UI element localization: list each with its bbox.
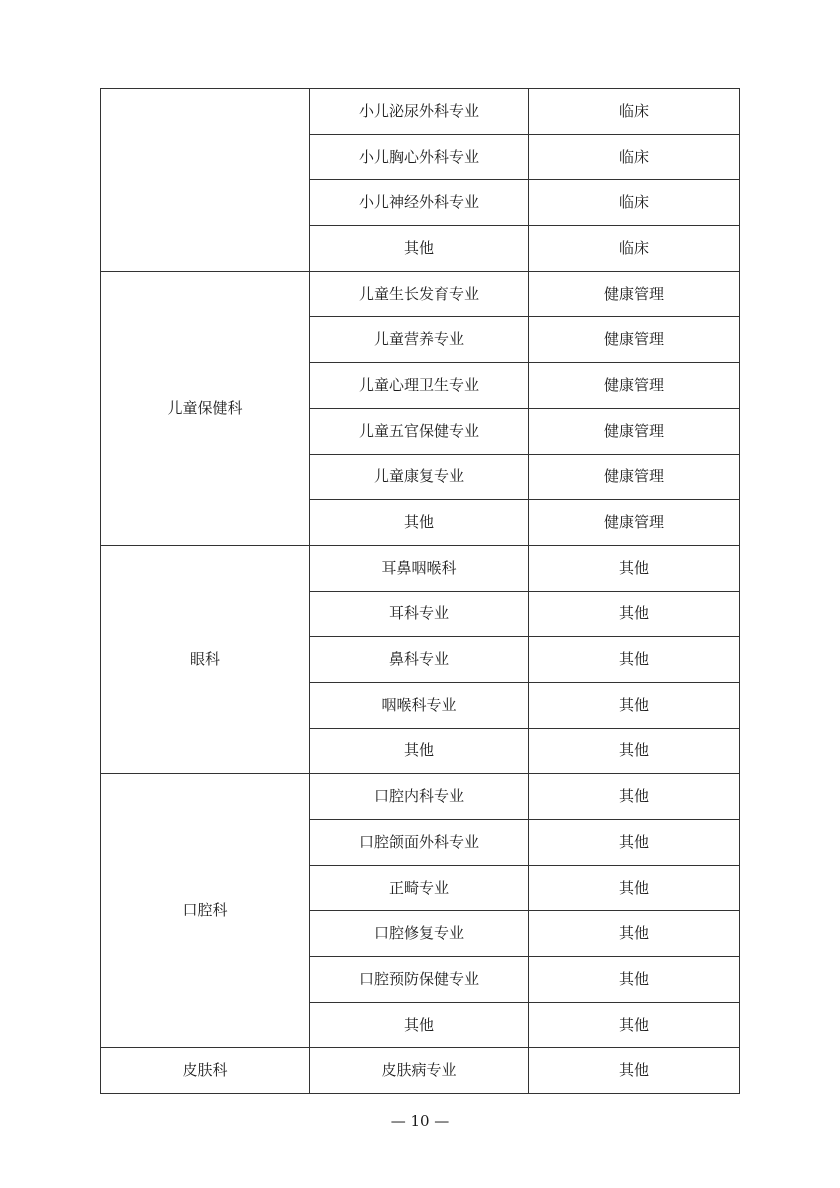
specialty-cell: 小儿神经外科专业 <box>310 180 529 226</box>
table-row <box>101 545 740 591</box>
category-cell: 其他 <box>529 728 740 774</box>
table-row <box>101 1048 740 1094</box>
category-cell: 健康管理 <box>529 454 740 500</box>
category-cell: 健康管理 <box>529 363 740 409</box>
category-cell: 其他 <box>529 820 740 866</box>
specialty-cell: 其他 <box>310 500 529 546</box>
specialty-cell: 耳科专业 <box>310 591 529 637</box>
department-cell <box>101 89 310 272</box>
specialty-cell: 其他 <box>310 226 529 272</box>
department-cell: 皮肤科 <box>101 1048 310 1094</box>
specialty-cell: 儿童心理卫生专业 <box>310 363 529 409</box>
specialty-cell: 耳鼻咽喉科 <box>310 545 529 591</box>
category-cell: 其他 <box>529 774 740 820</box>
specialty-cell: 其他 <box>310 728 529 774</box>
specialty-cell: 口腔修复专业 <box>310 911 529 957</box>
category-cell: 临床 <box>529 134 740 180</box>
category-cell: 健康管理 <box>529 500 740 546</box>
specialty-cell: 口腔预防保健专业 <box>310 957 529 1003</box>
category-cell: 其他 <box>529 682 740 728</box>
department-cell: 口腔科 <box>101 774 310 1048</box>
department-specialty-table <box>100 88 740 1094</box>
table-row <box>101 89 740 135</box>
specialty-cell: 鼻科专业 <box>310 637 529 683</box>
specialty-cell: 儿童生长发育专业 <box>310 271 529 317</box>
category-cell: 健康管理 <box>529 317 740 363</box>
specialty-cell: 儿童康复专业 <box>310 454 529 500</box>
category-cell: 其他 <box>529 911 740 957</box>
table-row <box>101 271 740 317</box>
specialty-cell: 儿童五官保健专业 <box>310 408 529 454</box>
category-cell: 其他 <box>529 1002 740 1048</box>
category-cell: 临床 <box>529 226 740 272</box>
category-cell: 健康管理 <box>529 408 740 454</box>
specialty-cell: 正畸专业 <box>310 865 529 911</box>
department-cell: 儿童保健科 <box>101 271 310 545</box>
specialty-cell: 口腔内科专业 <box>310 774 529 820</box>
category-cell: 其他 <box>529 545 740 591</box>
category-cell: 临床 <box>529 89 740 135</box>
category-cell: 健康管理 <box>529 271 740 317</box>
table-body <box>101 89 740 1094</box>
specialty-cell: 小儿胸心外科专业 <box>310 134 529 180</box>
table-row <box>101 774 740 820</box>
department-cell: 眼科 <box>101 545 310 773</box>
specialty-cell: 儿童营养专业 <box>310 317 529 363</box>
category-cell: 其他 <box>529 957 740 1003</box>
category-cell: 临床 <box>529 180 740 226</box>
specialty-cell: 口腔颌面外科专业 <box>310 820 529 866</box>
page-number: — 10 — <box>390 1112 450 1130</box>
specialty-cell: 其他 <box>310 1002 529 1048</box>
specialty-cell: 咽喉科专业 <box>310 682 529 728</box>
category-cell: 其他 <box>529 591 740 637</box>
specialty-cell: 皮肤病专业 <box>310 1048 529 1094</box>
category-cell: 其他 <box>529 637 740 683</box>
category-cell: 其他 <box>529 865 740 911</box>
specialty-cell: 小儿泌尿外科专业 <box>310 89 529 135</box>
category-cell: 其他 <box>529 1048 740 1094</box>
